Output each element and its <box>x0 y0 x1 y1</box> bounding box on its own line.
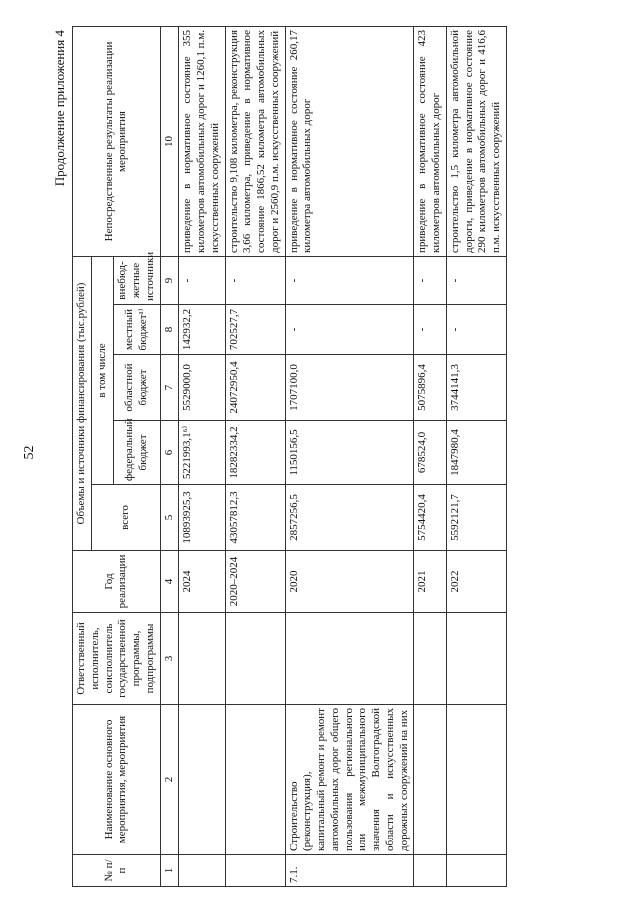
column-number: 1 <box>160 855 179 887</box>
column-number: 10 <box>160 26 179 256</box>
column-number: 3 <box>160 613 179 705</box>
row-executor <box>179 613 225 705</box>
row-year: 2021 <box>414 551 447 613</box>
continuation-note: Продолжение приложения 4 <box>52 30 67 187</box>
row-num <box>414 855 447 887</box>
header-local: местный бюджет¹⁾ <box>114 305 160 355</box>
row-name <box>179 705 225 855</box>
row-federal: 678524,0 <box>414 421 447 485</box>
table-row <box>179 26 225 886</box>
row-total: 5754420,4 <box>414 485 447 551</box>
row-regional: 5529000,0 <box>179 355 225 421</box>
row-year: 2022 <box>446 551 506 613</box>
header-including: в том числе <box>91 256 114 484</box>
row-executor <box>446 613 506 705</box>
row-extra: - <box>446 256 506 304</box>
row-total: 43057812,3 <box>225 485 285 551</box>
row-extra: - <box>285 256 414 304</box>
row-regional: 1707100,0 <box>285 355 414 421</box>
row-num <box>179 855 225 887</box>
row-local: 142932,2 <box>179 305 225 355</box>
header-executor: Ответственный исполнитель, соисполнитель государственной программы, подпрограммы <box>73 613 161 705</box>
table-row <box>225 26 285 886</box>
header-year: Год реализации <box>73 551 161 613</box>
row-executor <box>225 613 285 705</box>
row-federal: 5221993,1⁶⁾ <box>179 421 225 485</box>
column-number: 4 <box>160 551 179 613</box>
column-number: 7 <box>160 355 179 421</box>
row-extra: - <box>225 256 285 304</box>
header-extrabudget: внебюд-жетные источники <box>114 256 160 304</box>
header-federal: федеральный бюджет <box>114 421 160 485</box>
row-result: приведение в нормативное состояние 260,17 километра автомобильных дорог <box>285 26 414 256</box>
header-funding-group: Объемы и источники финансирования (тыс.рублей) <box>73 256 92 550</box>
row-total: 5592121,7 <box>446 485 506 551</box>
table-row <box>414 26 447 886</box>
row-year: 2020 <box>285 551 414 613</box>
row-result: приведение в нормативное состояние 423 километров автомобильных дорог <box>414 26 447 256</box>
column-number: 8 <box>160 305 179 355</box>
column-number: 2 <box>160 705 179 855</box>
row-name <box>446 705 506 855</box>
column-number: 5 <box>160 485 179 551</box>
row-num <box>446 855 506 887</box>
row-local: 702527,7 <box>225 305 285 355</box>
row-name <box>414 705 447 855</box>
row-local: - <box>446 305 506 355</box>
row-name <box>225 705 285 855</box>
row-result: приведение в нормативное состояние 355 километров автомобильных дорог и 1260,1 п.м. искусственных сооружений <box>179 26 225 256</box>
page-number: 52 <box>22 445 37 460</box>
row-local: - <box>414 305 447 355</box>
row-regional: 24072950,4 <box>225 355 285 421</box>
row-federal: 1150156,5 <box>285 421 414 485</box>
column-number: 6 <box>160 421 179 485</box>
row-year: 2020–2024 <box>225 551 285 613</box>
row-extra: - <box>414 256 447 304</box>
row-year: 2024 <box>179 551 225 613</box>
row-executor <box>414 613 447 705</box>
row-name: Строительство (реконструкция), капитальный ремонт и ремонт автомобильных дорог общего пользования регионального или межмуниципального значения Волгоградской области и искусственных дорожных сооружений на них <box>285 705 414 855</box>
row-executor <box>285 613 414 705</box>
row-result: строительство 1,5 километра автомобильной дороги, приведение в нормативное состояние 290 километров автомобильных дорог и 416,6 п.м. искусственных сооружений <box>446 26 506 256</box>
header-num: № п/п <box>73 855 161 887</box>
row-result: строительство 9,108 километра, реконструкция 3,66 километра, приведение в нормативное состояние 1866,52 километра автомобильных дорог и 2560,9 п.м. искусственных сооружений <box>225 26 285 256</box>
header-name: Наименование основного мероприятия, мероприятия <box>73 705 161 855</box>
funding-table <box>72 26 507 887</box>
table-row <box>446 26 506 886</box>
row-num <box>225 855 285 887</box>
row-total: 2857256,5 <box>285 485 414 551</box>
row-local: - <box>285 305 414 355</box>
column-number: 9 <box>160 256 179 304</box>
header-total: всего <box>91 485 160 551</box>
row-federal: 1847980,4 <box>446 421 506 485</box>
row-regional: 3744141,3 <box>446 355 506 421</box>
row-total: 10893925,3 <box>179 485 225 551</box>
row-extra: - <box>179 256 225 304</box>
header-regional: областной бюджет <box>114 355 160 421</box>
row-federal: 18282334,2 <box>225 421 285 485</box>
header-results: Непосредственные результаты реализации мероприятия <box>73 26 161 256</box>
table-row <box>285 26 414 886</box>
row-regional: 5075896,4 <box>414 355 447 421</box>
row-num: 7.1. <box>285 855 414 887</box>
